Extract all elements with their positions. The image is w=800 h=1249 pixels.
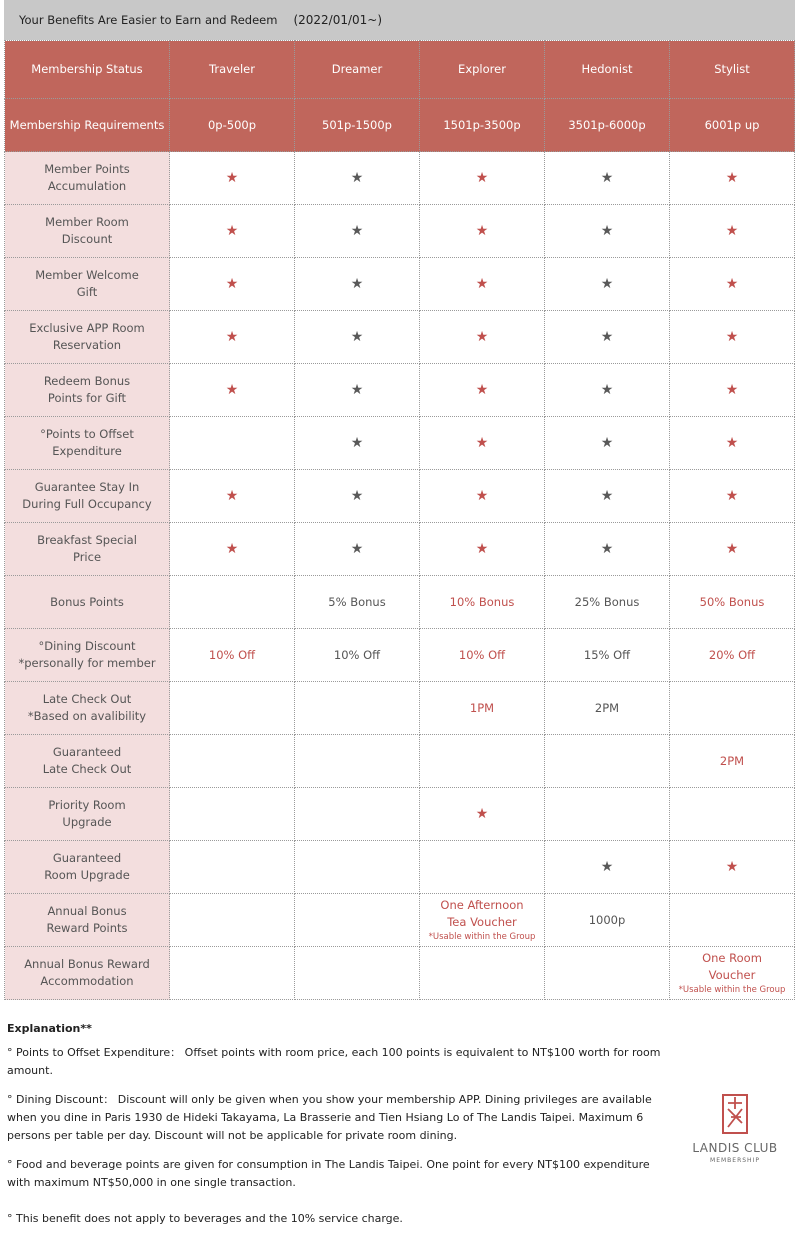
star-icon: ★: [350, 328, 364, 345]
benefit-label-line1: Annual Bonus Reward: [24, 957, 150, 971]
cell-stylist: [670, 364, 795, 417]
benefit-label: [5, 682, 170, 735]
cell-stylist: [670, 523, 795, 576]
star-icon: ★: [600, 487, 614, 504]
benefit-label-line1: Member Room: [45, 215, 129, 229]
cell-hedonist: [545, 205, 670, 258]
header-membership-status: Membership Status: [5, 41, 170, 99]
cell-value: One Room Voucher: [702, 951, 762, 982]
star-icon: ★: [225, 328, 239, 345]
cell-hedonist: [545, 894, 670, 947]
cell-value: 5% Bonus: [328, 594, 386, 609]
benefit-row: [5, 576, 795, 629]
cell-value: 15% Off: [583, 647, 631, 662]
star-icon: ★: [475, 434, 489, 451]
star-icon: ★: [475, 381, 489, 398]
cell-explorer: [420, 152, 545, 205]
cell-value: 1000p: [588, 912, 626, 927]
cell-dreamer: [295, 311, 420, 364]
cell-traveler: [170, 523, 295, 576]
cell-stylist: [670, 788, 795, 841]
cell-hedonist: [545, 523, 670, 576]
table-title-date: (2022/01/01~): [293, 13, 383, 27]
benefits-table: [4, 40, 795, 1000]
benefit-row: [5, 735, 795, 788]
cell-traveler: [170, 841, 295, 894]
benefit-row: [5, 523, 795, 576]
benefit-row: [5, 947, 795, 1000]
benefit-row: [5, 152, 795, 205]
benefit-label-line2: Accommodation: [40, 974, 134, 988]
benefit-label-line2: Expenditure: [52, 444, 122, 458]
cell-dreamer: [295, 735, 420, 788]
voucher-note: *Usable within the Group: [428, 932, 536, 942]
cell-traveler: [170, 629, 295, 682]
cell-explorer: [420, 523, 545, 576]
star-icon: ★: [225, 381, 239, 398]
header-row: [5, 41, 795, 99]
cell-hedonist: [545, 947, 670, 1000]
cell-dreamer: [295, 523, 420, 576]
benefit-label: [5, 841, 170, 894]
benefit-label: [5, 894, 170, 947]
benefit-row: [5, 894, 795, 947]
benefit-label: [5, 629, 170, 682]
star-icon: ★: [725, 434, 739, 451]
cell-stylist: [670, 894, 795, 947]
requirements-label: Membership Requirements: [5, 99, 170, 152]
cell-hedonist: [545, 258, 670, 311]
cell-value: 2PM: [594, 700, 620, 715]
benefit-row: [5, 682, 795, 735]
benefit-label-line2: Late Check Out: [42, 762, 132, 776]
cell-traveler: [170, 311, 295, 364]
requirement-stylist: 6001p up: [670, 99, 795, 152]
benefit-label-line2: Price: [72, 550, 102, 564]
cell-explorer: [420, 788, 545, 841]
logo-sub: MEMBERSHIP: [710, 1157, 760, 1164]
star-icon: ★: [475, 805, 489, 822]
star-icon: ★: [225, 540, 239, 557]
cell-explorer: [420, 947, 545, 1000]
cell-hedonist: [545, 470, 670, 523]
benefit-label-line2: Gift: [76, 285, 98, 299]
benefit-label-line2: During Full Occupancy: [22, 497, 152, 511]
cell-value: 50% Bonus: [699, 594, 765, 609]
cell-dreamer: [295, 364, 420, 417]
cell-dreamer: [295, 205, 420, 258]
star-icon: ★: [475, 222, 489, 239]
star-icon: ★: [225, 222, 239, 239]
benefit-row: [5, 417, 795, 470]
star-icon: ★: [600, 222, 614, 239]
table-title-bar: [4, 0, 795, 40]
cell-value: One Afternoon Tea Voucher: [440, 898, 524, 929]
cell-stylist: [670, 629, 795, 682]
cell-value: 10% Off: [208, 647, 256, 662]
benefit-label-line1: Member Points: [44, 162, 130, 176]
benefit-label-line1: Priority Room: [48, 798, 126, 812]
star-icon: ★: [725, 222, 739, 239]
cell-explorer: [420, 311, 545, 364]
star-icon: ★: [725, 328, 739, 345]
cell-dreamer: [295, 788, 420, 841]
header-traveler: Traveler: [170, 41, 295, 99]
star-icon: ★: [475, 487, 489, 504]
benefit-row: [5, 788, 795, 841]
benefit-label-line1: Annual Bonus: [47, 904, 127, 918]
benefit-label-line1: °Dining Discount: [38, 639, 136, 653]
cell-dreamer: [295, 947, 420, 1000]
cell-hedonist: [545, 629, 670, 682]
cell-dreamer: [295, 152, 420, 205]
cell-value: 2PM: [719, 753, 745, 768]
cell-traveler: [170, 152, 295, 205]
cell-traveler: [170, 947, 295, 1000]
explanation-heading: Explanation**: [7, 1022, 92, 1035]
requirement-dreamer: 501p-1500p: [295, 99, 420, 152]
cell-hedonist: [545, 152, 670, 205]
star-icon: ★: [600, 858, 614, 875]
cell-dreamer: [295, 682, 420, 735]
benefit-label-line2: *personally for member: [18, 656, 156, 670]
star-icon: ★: [600, 540, 614, 557]
benefit-row: [5, 470, 795, 523]
cell-hedonist: [545, 841, 670, 894]
benefit-row: [5, 205, 795, 258]
star-icon: ★: [225, 487, 239, 504]
cell-stylist: [670, 311, 795, 364]
star-icon: ★: [475, 328, 489, 345]
cell-explorer: [420, 576, 545, 629]
explanation-beverage-exclusion: ° This benefit does not apply to beverages and the 10% service charge.: [7, 1212, 403, 1225]
benefit-label-line2: Reservation: [52, 338, 122, 352]
cell-stylist: [670, 152, 795, 205]
star-icon: ★: [600, 328, 614, 345]
cell-explorer: [420, 258, 545, 311]
cell-value: 10% Bonus: [449, 594, 515, 609]
benefit-label: [5, 258, 170, 311]
benefit-label-line1: Redeem Bonus: [43, 374, 131, 388]
cell-value: 20% Off: [708, 647, 756, 662]
star-icon: ★: [350, 434, 364, 451]
cell-dreamer: [295, 894, 420, 947]
cell-stylist: [670, 258, 795, 311]
explanation-section: [7, 1020, 667, 1239]
cell-value: 10% Off: [333, 647, 381, 662]
benefit-label-line1: Late Check Out: [42, 692, 132, 706]
cell-explorer: [420, 841, 545, 894]
star-icon: ★: [350, 222, 364, 239]
benefit-label-line1: Breakfast Special: [37, 533, 137, 547]
benefit-row: [5, 311, 795, 364]
benefit-label: [5, 205, 170, 258]
star-icon: ★: [475, 540, 489, 557]
benefit-label: [5, 470, 170, 523]
benefit-label-line1: Guarantee Stay In: [34, 480, 140, 494]
benefit-label: [5, 947, 170, 1000]
header-dreamer: Dreamer: [295, 41, 420, 99]
benefit-label-line1: Guaranteed: [52, 851, 122, 865]
star-icon: ★: [600, 169, 614, 186]
star-icon: ★: [725, 275, 739, 292]
cell-stylist: [670, 470, 795, 523]
benefit-label-line2: Points for Gift: [47, 391, 127, 405]
explanation-points-offset: ° Points to Offset Expenditure： Offset points with room price, each 100 points is equivalent to NT$100 worth for room amount.: [7, 1046, 661, 1077]
benefit-label: [5, 523, 170, 576]
cell-hedonist: [545, 417, 670, 470]
star-icon: ★: [725, 540, 739, 557]
benefit-label: [5, 788, 170, 841]
benefit-row: [5, 364, 795, 417]
cell-hedonist: [545, 364, 670, 417]
benefit-label: [5, 417, 170, 470]
cell-stylist: [670, 682, 795, 735]
cell-stylist: [670, 576, 795, 629]
cell-traveler: [170, 576, 295, 629]
cell-stylist: [670, 735, 795, 788]
star-icon: ★: [725, 381, 739, 398]
table-title: Your Benefits Are Easier to Earn and Redeem: [19, 13, 278, 27]
cell-stylist: [670, 947, 795, 1000]
requirement-hedonist: 3501p-6000p: [545, 99, 670, 152]
cell-explorer: [420, 735, 545, 788]
cell-traveler: [170, 682, 295, 735]
cell-explorer: [420, 364, 545, 417]
cell-traveler: [170, 788, 295, 841]
requirement-explorer: 1501p-3500p: [420, 99, 545, 152]
explanation-dining-discount: ° Dining Discount： Discount will only be given when you show your membership APP. Dining privileges are available when you dine in Paris 1930 de Hideki Takayama, La Brasserie and Tien Hsiang Lo of The Landis Taipei. Maximum 6 persons per table per day. Discount will not be applicable for private room dining.: [7, 1093, 652, 1142]
star-icon: ★: [225, 169, 239, 186]
star-icon: ★: [350, 540, 364, 557]
cell-stylist: [670, 205, 795, 258]
cell-dreamer: [295, 576, 420, 629]
cell-explorer: [420, 629, 545, 682]
star-icon: ★: [600, 275, 614, 292]
cell-hedonist: [545, 682, 670, 735]
cell-value: 10% Off: [458, 647, 506, 662]
benefit-label-line2: Discount: [61, 232, 113, 246]
benefit-label: [5, 576, 170, 629]
header-explorer: Explorer: [420, 41, 545, 99]
star-icon: ★: [350, 275, 364, 292]
cell-value: 25% Bonus: [574, 594, 640, 609]
cell-dreamer: [295, 470, 420, 523]
star-icon: ★: [350, 381, 364, 398]
star-icon: ★: [350, 169, 364, 186]
cell-dreamer: [295, 417, 420, 470]
cell-dreamer: [295, 258, 420, 311]
cell-explorer: [420, 205, 545, 258]
benefit-label-line1: Exclusive APP Room: [29, 321, 145, 335]
voucher-note: *Usable within the Group: [678, 985, 786, 995]
star-icon: ★: [350, 487, 364, 504]
benefit-row: [5, 258, 795, 311]
cell-hedonist: [545, 735, 670, 788]
cell-traveler: [170, 894, 295, 947]
star-icon: ★: [225, 275, 239, 292]
benefit-label: [5, 735, 170, 788]
explanation-food-beverage: ° Food and beverage points are given for consumption in The Landis Taipei. One point for every NT$100 expenditure with maximum NT$50,000 in one single transaction.: [7, 1158, 650, 1189]
logo-name: LANDIS CLUB: [692, 1141, 778, 1155]
benefit-label: [5, 152, 170, 205]
requirements-row: [5, 99, 795, 152]
cell-explorer: [420, 417, 545, 470]
cell-stylist: [670, 417, 795, 470]
star-icon: ★: [600, 381, 614, 398]
star-icon: ★: [725, 858, 739, 875]
cell-traveler: [170, 470, 295, 523]
requirement-traveler: 0p-500p: [170, 99, 295, 152]
benefit-label-line2: Upgrade: [62, 815, 112, 829]
star-icon: ★: [725, 169, 739, 186]
star-icon: ★: [475, 275, 489, 292]
cell-traveler: [170, 735, 295, 788]
header-hedonist: Hedonist: [545, 41, 670, 99]
benefit-label-line2: Reward Points: [46, 921, 128, 935]
benefit-label-line2: Accumulation: [47, 179, 127, 193]
star-icon: ★: [725, 487, 739, 504]
cell-traveler: [170, 364, 295, 417]
benefit-label-line1: Member Welcome: [35, 268, 139, 282]
cell-explorer: [420, 682, 545, 735]
cell-dreamer: [295, 629, 420, 682]
benefit-row: [5, 841, 795, 894]
cell-hedonist: [545, 576, 670, 629]
benefit-label-line2: *Based on avalibility: [27, 709, 147, 723]
cell-stylist: [670, 841, 795, 894]
cell-traveler: [170, 258, 295, 311]
benefit-label-line1: °Points to Offset: [40, 427, 134, 441]
cell-hedonist: [545, 311, 670, 364]
header-stylist: Stylist: [670, 41, 795, 99]
cell-explorer: [420, 894, 545, 947]
star-icon: ★: [475, 169, 489, 186]
star-icon: ★: [600, 434, 614, 451]
landis-mark-icon: [721, 1093, 749, 1135]
landis-club-logo: [690, 1093, 780, 1164]
benefit-label-line1: Guaranteed: [52, 745, 122, 759]
benefit-label-line2: Room Upgrade: [44, 868, 130, 882]
benefit-label-line1: Bonus Points: [50, 594, 124, 609]
cell-explorer: [420, 470, 545, 523]
benefit-label: [5, 311, 170, 364]
cell-value: 1PM: [469, 700, 495, 715]
cell-traveler: [170, 205, 295, 258]
benefit-label: [5, 364, 170, 417]
benefit-row: [5, 629, 795, 682]
cell-traveler: [170, 417, 295, 470]
cell-dreamer: [295, 841, 420, 894]
cell-hedonist: [545, 788, 670, 841]
